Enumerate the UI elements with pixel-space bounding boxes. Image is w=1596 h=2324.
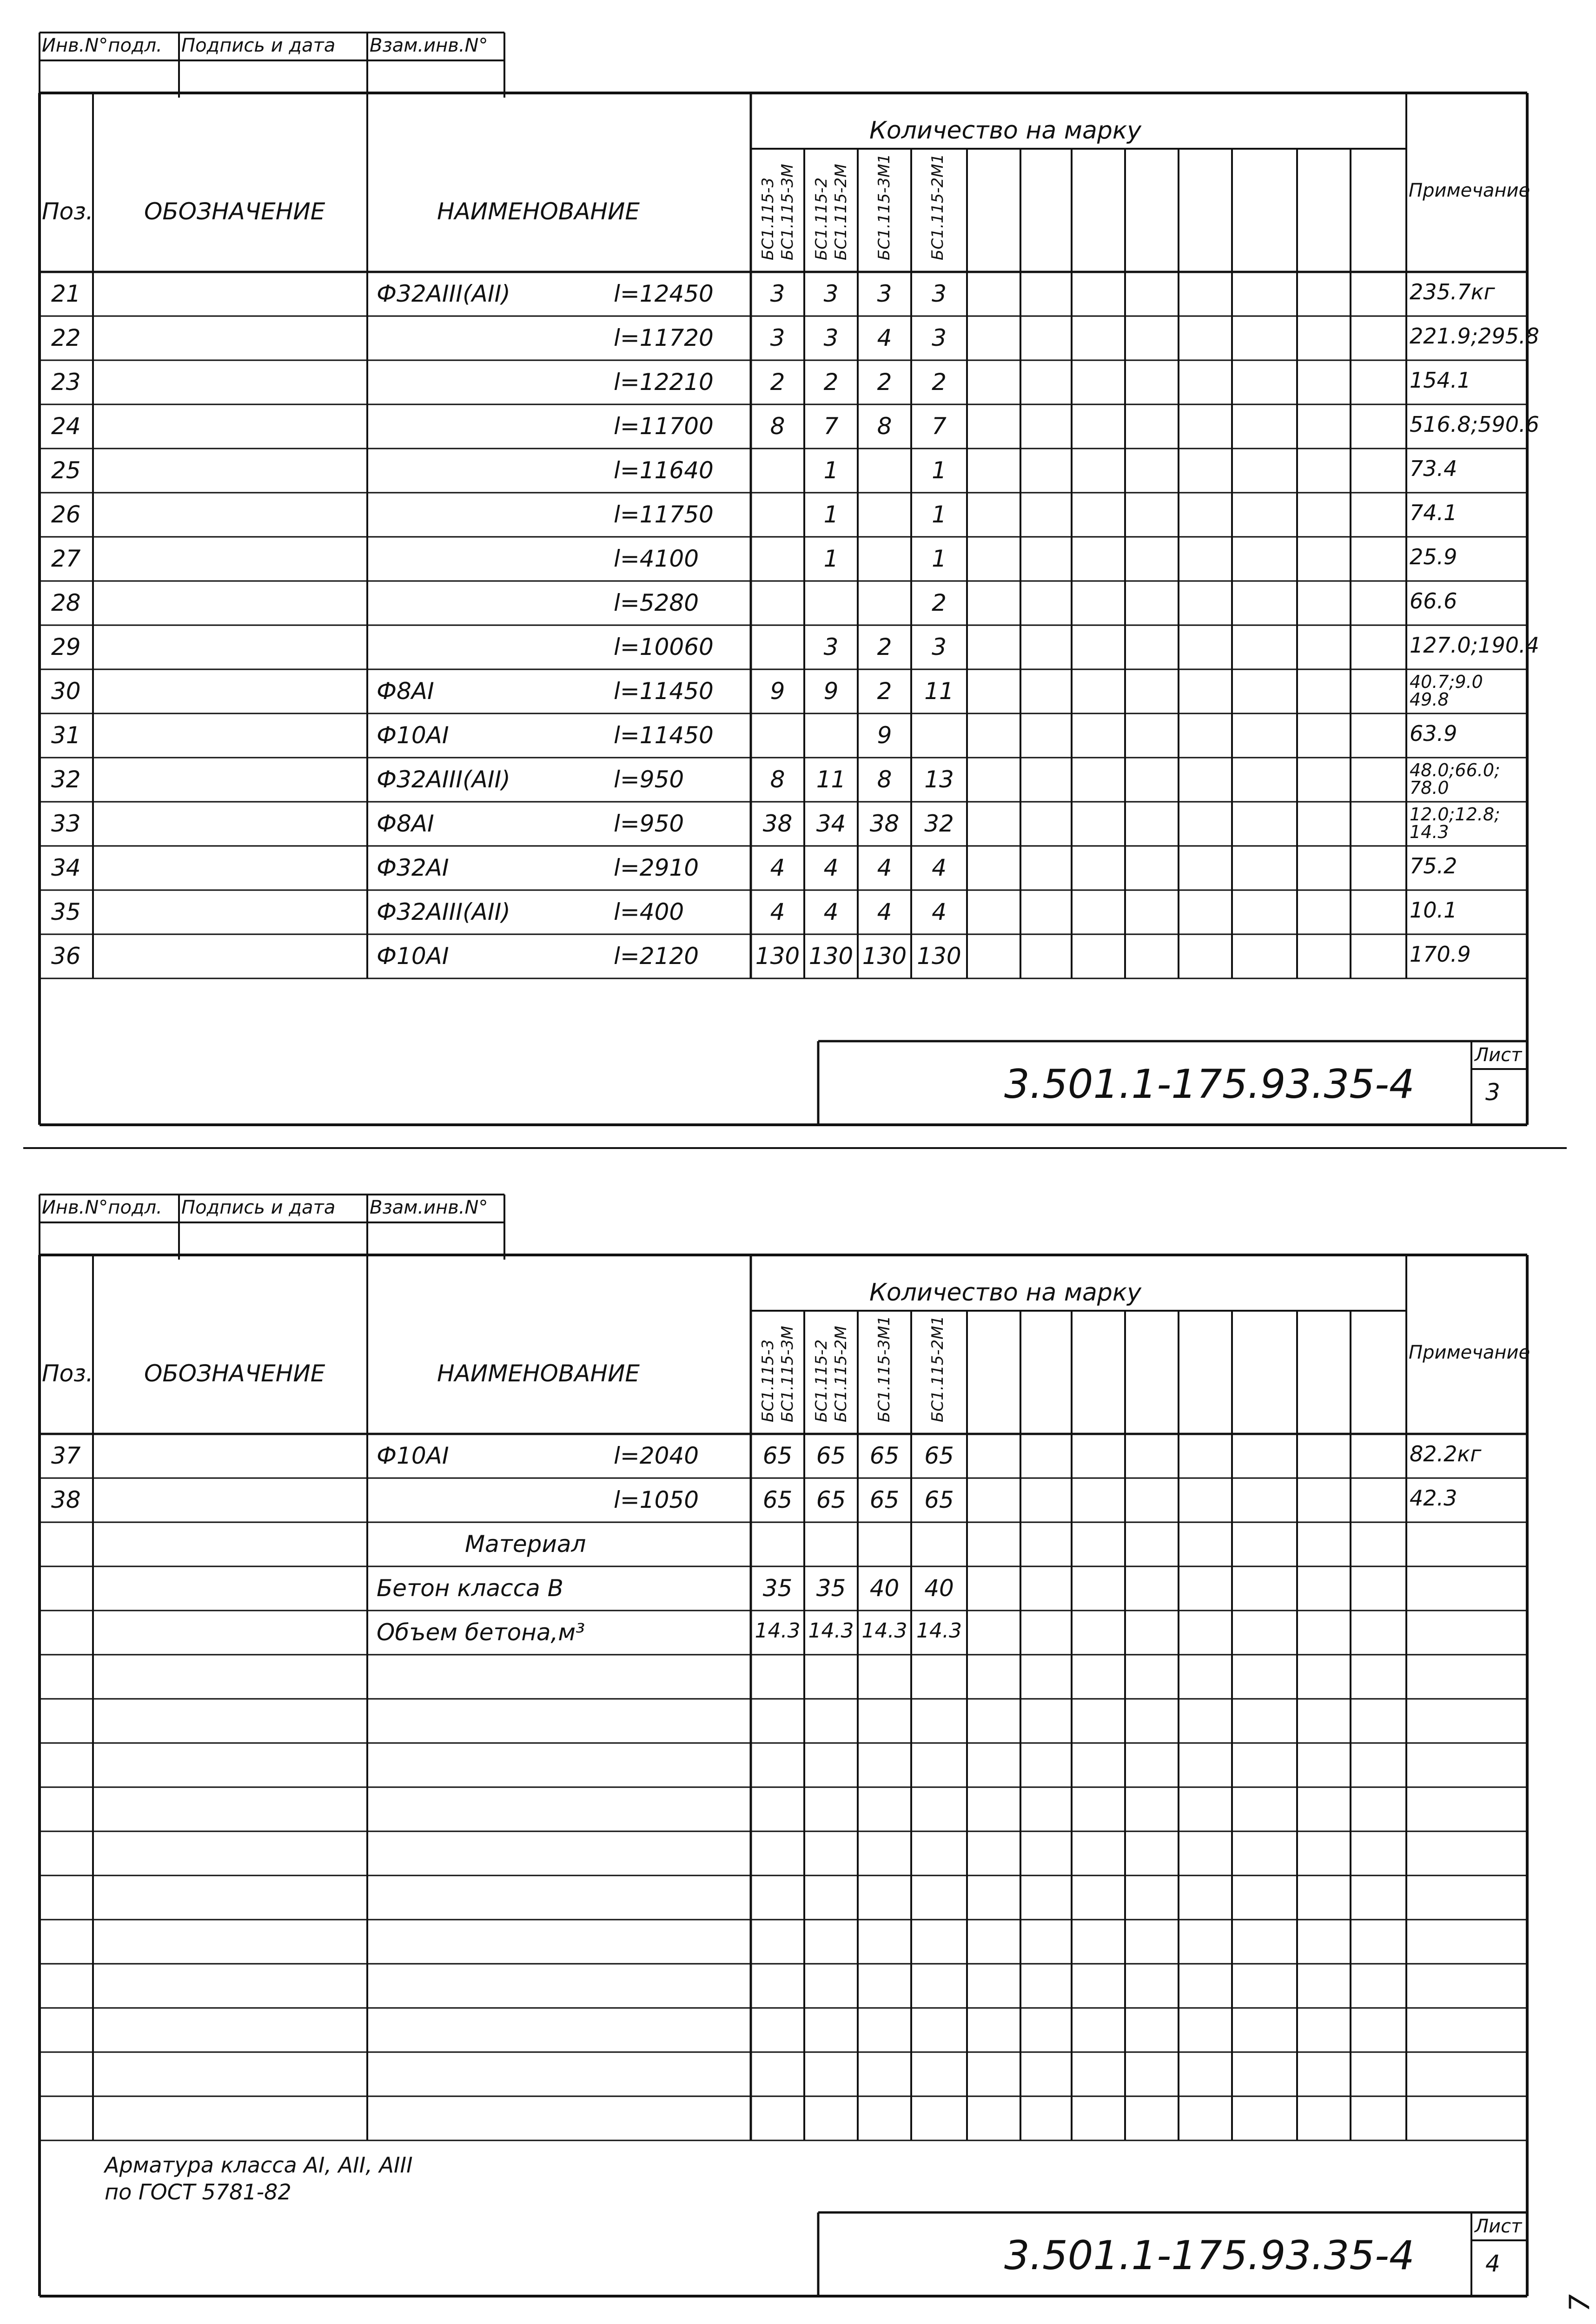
row-quantity: 2 — [932, 589, 947, 616]
mark-column-header: БС1.115-3М1 — [875, 1315, 894, 1422]
row-length: l=11700 — [614, 413, 714, 440]
stamp-sign-date: Подпись и дата — [181, 1197, 336, 1218]
mark-column-header: БС1.115-2М1 — [928, 1315, 947, 1422]
row-quantity: 1 — [823, 545, 839, 572]
row-quantity: 65 — [762, 1442, 793, 1469]
row-note: 154.1 — [1410, 368, 1471, 393]
mark-column-header: БС1.115-3М1 — [875, 153, 894, 260]
stamp-inv-no: Инв.N°подл. — [42, 35, 162, 56]
row-note: 48.0;66.0; 78.0 — [1410, 760, 1500, 798]
row-quantity: 8 — [770, 413, 785, 440]
row-quantity: 8 — [770, 766, 785, 793]
row-quantity: 4 — [770, 854, 785, 881]
row-quantity: 4 — [770, 898, 785, 925]
row-name: Ф32АIII(АII) — [377, 766, 510, 793]
row-quantity: 1 — [932, 501, 947, 528]
row-length: l=11720 — [614, 324, 714, 351]
row-name: Ф32АIII(АII) — [377, 280, 510, 307]
row-position: 21 — [51, 280, 81, 307]
row-quantity: 35 — [762, 1575, 793, 1602]
row-quantity: 8 — [877, 413, 892, 440]
row-quantity: 34 — [816, 810, 846, 837]
mark-column-header: БС1.115-3 — [759, 177, 777, 260]
row-position: 26 — [51, 501, 81, 528]
row-name: Ф8АI — [377, 810, 434, 837]
row-length: l=1050 — [614, 1486, 699, 1513]
row-quantity: 1 — [823, 501, 839, 528]
row-quantity: 3 — [770, 324, 785, 351]
row-name: Ф10АI — [377, 1442, 449, 1469]
row-quantity: 40 — [869, 1575, 900, 1602]
row-quantity: 3 — [823, 634, 839, 660]
mark-column-header: БС1.115-3М — [778, 1326, 797, 1422]
row-name: Материал — [465, 1531, 586, 1558]
row-quantity: 130 — [862, 943, 907, 970]
mark-column-header: БС1.115-2 — [812, 177, 831, 260]
row-length: l=11450 — [614, 678, 714, 705]
row-quantity: 7 — [823, 413, 839, 440]
row-note: 10.1 — [1410, 898, 1457, 923]
row-quantity: 35 — [816, 1575, 846, 1602]
header-note: Примечание — [1409, 180, 1530, 201]
row-quantity: 130 — [808, 943, 854, 970]
row-length: l=11750 — [614, 501, 714, 528]
row-note: 516.8;590.6 — [1410, 412, 1539, 437]
row-length: l=2040 — [614, 1442, 699, 1469]
row-quantity: 4 — [877, 898, 892, 925]
row-quantity: 65 — [869, 1486, 900, 1513]
row-note: 127.0;190.4 — [1410, 633, 1539, 658]
row-quantity: 130 — [755, 943, 800, 970]
stamp-inv-no: Инв.N°подл. — [42, 1197, 162, 1218]
row-quantity: 3 — [877, 280, 892, 307]
row-quantity: 14.3 — [861, 1619, 907, 1643]
mark-column-header: БС1.115-2М — [832, 1326, 850, 1422]
header-qty-group: Количество на марку — [869, 117, 1142, 145]
row-quantity: 4 — [877, 324, 892, 351]
row-quantity: 32 — [924, 810, 954, 837]
row-note: 25.9 — [1410, 544, 1457, 569]
sheet-label: Лист — [1475, 2216, 1522, 2237]
row-length: l=11640 — [614, 457, 714, 484]
header-note: Примечание — [1409, 1342, 1530, 1363]
row-quantity: 2 — [877, 678, 892, 705]
header-pos: Поз. — [42, 1360, 93, 1387]
row-note: 221.9;295.8 — [1410, 324, 1539, 349]
row-length: l=4100 — [614, 545, 699, 572]
row-quantity: 4 — [823, 898, 839, 925]
corner-page-mark: 7 — [1563, 2294, 1596, 2312]
row-quantity: 65 — [924, 1486, 954, 1513]
row-name: Ф10АI — [377, 943, 449, 970]
mark-column-header: БС1.115-2 — [812, 1339, 831, 1422]
stamp-sign-date: Подпись и дата — [181, 35, 336, 56]
row-quantity: 3 — [932, 634, 947, 660]
row-position: 36 — [51, 943, 81, 970]
row-note: 73.4 — [1410, 456, 1457, 481]
row-quantity: 4 — [823, 854, 839, 881]
header-pos: Поз. — [42, 198, 93, 225]
row-name: Бетон класса В — [377, 1575, 563, 1602]
row-quantity: 9 — [770, 678, 785, 705]
row-note: 63.9 — [1410, 721, 1457, 746]
spec-sheet-4 — [0, 1162, 1592, 2305]
row-quantity: 2 — [823, 369, 839, 396]
row-note: 12.0;12.8; 14.3 — [1410, 804, 1500, 842]
row-quantity: 14.3 — [755, 1619, 801, 1643]
row-quantity: 3 — [932, 280, 947, 307]
row-quantity: 14.3 — [808, 1619, 854, 1643]
row-position: 23 — [51, 369, 81, 396]
row-quantity: 3 — [823, 324, 839, 351]
row-quantity: 2 — [932, 369, 947, 396]
row-position: 24 — [51, 413, 81, 440]
row-quantity: 3 — [932, 324, 947, 351]
header-qty-group: Количество на марку — [869, 1279, 1142, 1307]
row-quantity: 1 — [823, 457, 839, 484]
row-length: l=2120 — [614, 943, 699, 970]
document-number: 3.501.1-175.93.35-4 — [1004, 1061, 1415, 1108]
footer-note-line: по ГОСТ 5781-82 — [105, 2179, 291, 2205]
row-length: l=2910 — [614, 854, 699, 881]
document-number: 3.501.1-175.93.35-4 — [1004, 2232, 1415, 2279]
row-position: 30 — [51, 678, 81, 705]
row-length: l=12210 — [614, 369, 714, 396]
row-quantity: 9 — [877, 722, 892, 749]
row-position: 28 — [51, 589, 81, 616]
row-note: 66.6 — [1410, 588, 1457, 614]
row-length: l=950 — [614, 766, 684, 793]
row-quantity: 1 — [932, 545, 947, 572]
row-note: 74.1 — [1410, 500, 1457, 525]
header-name: НАИМЕНОВАНИЕ — [437, 1360, 640, 1387]
row-quantity: 2 — [770, 369, 785, 396]
mark-column-header: БС1.115-3М — [778, 164, 797, 260]
row-quantity: 4 — [932, 854, 947, 881]
row-position: 31 — [51, 722, 81, 749]
stamp-replace-inv: Взам.инв.N° — [370, 35, 488, 56]
row-quantity: 9 — [823, 678, 839, 705]
row-quantity: 38 — [869, 810, 900, 837]
spec-sheet-3 — [0, 0, 1592, 1134]
row-note: 235.7кг — [1410, 279, 1495, 304]
row-position: 38 — [51, 1486, 81, 1513]
row-quantity: 130 — [917, 943, 961, 970]
header-name: НАИМЕНОВАНИЕ — [437, 198, 640, 225]
header-designation: ОБОЗНАЧЕНИЕ — [144, 1360, 325, 1387]
row-quantity: 3 — [823, 280, 839, 307]
row-quantity: 4 — [877, 854, 892, 881]
row-quantity: 4 — [932, 898, 947, 925]
mark-column-header: БС1.115-2М — [832, 164, 850, 260]
row-quantity: 65 — [762, 1486, 793, 1513]
row-quantity: 65 — [816, 1442, 846, 1469]
row-quantity: 2 — [877, 369, 892, 396]
sheet-number: 3 — [1485, 1079, 1500, 1106]
row-name: Ф32АIII(АII) — [377, 898, 510, 925]
row-note: 40.7;9.0 49.8 — [1410, 672, 1483, 710]
row-quantity: 65 — [869, 1442, 900, 1469]
row-quantity: 13 — [924, 766, 954, 793]
row-note: 82.2кг — [1410, 1441, 1482, 1466]
row-quantity: 3 — [770, 280, 785, 307]
row-quantity: 14.3 — [916, 1619, 962, 1643]
row-length: l=11450 — [614, 722, 714, 749]
row-name: Ф10АI — [377, 722, 449, 749]
row-length: l=5280 — [614, 589, 699, 616]
row-quantity: 8 — [877, 766, 892, 793]
stamp-replace-inv: Взам.инв.N° — [370, 1197, 488, 1218]
row-quantity: 65 — [816, 1486, 846, 1513]
row-name: Ф32АI — [377, 854, 449, 881]
sheet-number: 4 — [1485, 2250, 1500, 2277]
row-quantity: 38 — [762, 810, 793, 837]
mark-column-header: БС1.115-3 — [759, 1339, 777, 1422]
mark-column-header: БС1.115-2М1 — [928, 153, 947, 260]
row-quantity: 2 — [877, 634, 892, 660]
sheet-divider — [23, 1147, 1567, 1149]
row-note: 42.3 — [1410, 1486, 1457, 1511]
row-position: 22 — [51, 324, 81, 351]
row-quantity: 40 — [924, 1575, 954, 1602]
header-designation: ОБОЗНАЧЕНИЕ — [144, 198, 325, 225]
row-quantity: 11 — [924, 678, 954, 705]
row-quantity: 65 — [924, 1442, 954, 1469]
row-length: l=12450 — [614, 280, 714, 307]
sheet-label: Лист — [1475, 1044, 1522, 1066]
row-length: l=10060 — [614, 634, 714, 660]
row-quantity: 7 — [932, 413, 947, 440]
footer-note-line: Арматура класса АI, АII, АIII — [105, 2152, 413, 2178]
row-position: 27 — [51, 545, 81, 572]
row-quantity: 1 — [932, 457, 947, 484]
row-position: 32 — [51, 766, 81, 793]
row-name: Ф8АI — [377, 678, 434, 705]
row-length: l=950 — [614, 810, 684, 837]
row-position: 37 — [51, 1442, 81, 1469]
row-name: Объем бетона,м³ — [377, 1619, 585, 1646]
row-position: 33 — [51, 810, 81, 837]
row-note: 170.9 — [1410, 942, 1471, 967]
row-position: 29 — [51, 634, 81, 660]
row-note: 75.2 — [1410, 853, 1457, 878]
row-position: 35 — [51, 898, 81, 925]
row-position: 25 — [51, 457, 81, 484]
row-length: l=400 — [614, 898, 684, 925]
row-quantity: 11 — [816, 766, 846, 793]
row-position: 34 — [51, 854, 81, 881]
